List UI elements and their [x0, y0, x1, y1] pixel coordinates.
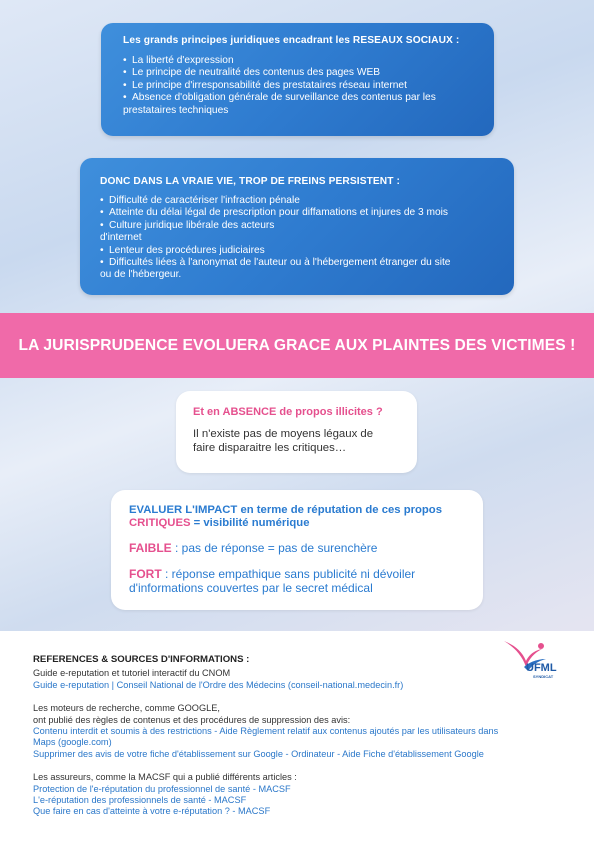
list-item: • La liberté d'expression: [123, 55, 234, 66]
impact-title: EVALUER L'IMPACT en terme de réputation de ces propos: [129, 504, 442, 516]
list-item: • Difficultés liées à l'anonymat de l'auteur ou à l'hébergement étranger du site: [100, 257, 451, 269]
absence-box: [176, 391, 417, 473]
cnom-intro: Guide e-reputation et tutoriel interactif du CNOM: [33, 668, 231, 679]
principles-box: [101, 23, 494, 136]
list-item: • Difficulté de caractériser l'infraction pénale: [100, 195, 300, 206]
logo-name: UFML: [526, 662, 557, 674]
jurisprudence-banner: [0, 313, 594, 378]
list-item: • Culture juridique libérale des acteurs: [100, 219, 275, 231]
google-link-remove-reviews[interactable]: Supprimer des avis de votre fiche d'établissement sur Google - Ordinateur - Aide Fiche d'établissement Google: [33, 748, 484, 759]
absence-title: Et en ABSENCE de propos illicites ?: [193, 406, 383, 418]
impact-subtitle: CRITIQUES = visibilité numérique: [129, 517, 310, 529]
google-link-restrictions[interactable]: Contenu interdit et soumis à des restrictions - Aide Règlement relatif aux contenus ajoutés par les utilisateurs dans Maps (google.com): [33, 726, 499, 748]
impact-box: [111, 490, 483, 610]
obstacles-box: [80, 158, 514, 295]
obstacles-list: [100, 195, 500, 282]
principles-title: Les grands principes juridiques encadrant les RESEAUX SOCIAUX :: [123, 35, 460, 46]
obstacles-title: DONC DANS LA VRAIE VIE, TROP DE FREINS PERSISTENT :: [100, 176, 401, 187]
banner-text: LA JURISPRUDENCE EVOLUERA GRACE AUX PLAINTES DES VICTIMES !: [18, 336, 576, 354]
list-item: • Le principe d'irresponsabilité des prestataires réseau internet: [123, 79, 407, 91]
logo-sub: SYNDICAT: [533, 674, 554, 679]
cnom-link[interactable]: Guide e-reputation | Conseil National de l'Ordre des Médecins (conseil-national.medecin.fr): [33, 679, 404, 690]
macsf-link-protection[interactable]: Protection de l'e-réputation du professionnel de santé - MACSF: [33, 783, 291, 794]
google-intro-2: ont publié des règles de contenus et des procédures de suppression des avis:: [33, 714, 351, 725]
google-intro-1: Les moteurs de recherche, comme GOOGLE,: [33, 703, 220, 714]
macsf-intro: Les assureurs, comme la MACSF qui a publié différents articles :: [33, 772, 297, 783]
absence-body: Il n'existe pas de moyens légaux de faire disparaitre les critiques…: [193, 428, 374, 454]
impact-faible: FAIBLE : pas de réponse = pas de surenchère: [129, 541, 378, 555]
references-title: REFERENCES & SOURCES D'INFORMATIONS :: [33, 654, 250, 665]
logo-head-dot: [538, 643, 544, 649]
macsf-link-ereputation[interactable]: L'e-réputation des professionnels de santé - MACSF: [33, 795, 247, 806]
list-item: ou de l'hébergeur.: [100, 269, 182, 281]
impact-fort: FORT : réponse empathique sans publicité ni dévoiler d'informations couvertes par le secret médical: [129, 567, 416, 595]
list-item: • Lenteur des procédures judiciaires: [100, 244, 265, 256]
principles-list: [123, 55, 480, 117]
list-item: • Absence d'obligation générale de surveillance des contenus par les: [123, 92, 436, 104]
ufml-logo: [502, 637, 558, 685]
list-item: • Atteinte du délai légal de prescription pour diffamations et injures de 3 mois: [100, 207, 449, 219]
list-item: d'internet: [100, 232, 142, 244]
list-item: • Le principe de neutralité des contenus des pages WEB: [123, 67, 381, 79]
macsf-link-what-to-do[interactable]: Que faire en cas d'atteinte à votre e-réputation ? - MACSF: [33, 806, 271, 817]
list-item: prestataires techniques: [123, 104, 229, 116]
